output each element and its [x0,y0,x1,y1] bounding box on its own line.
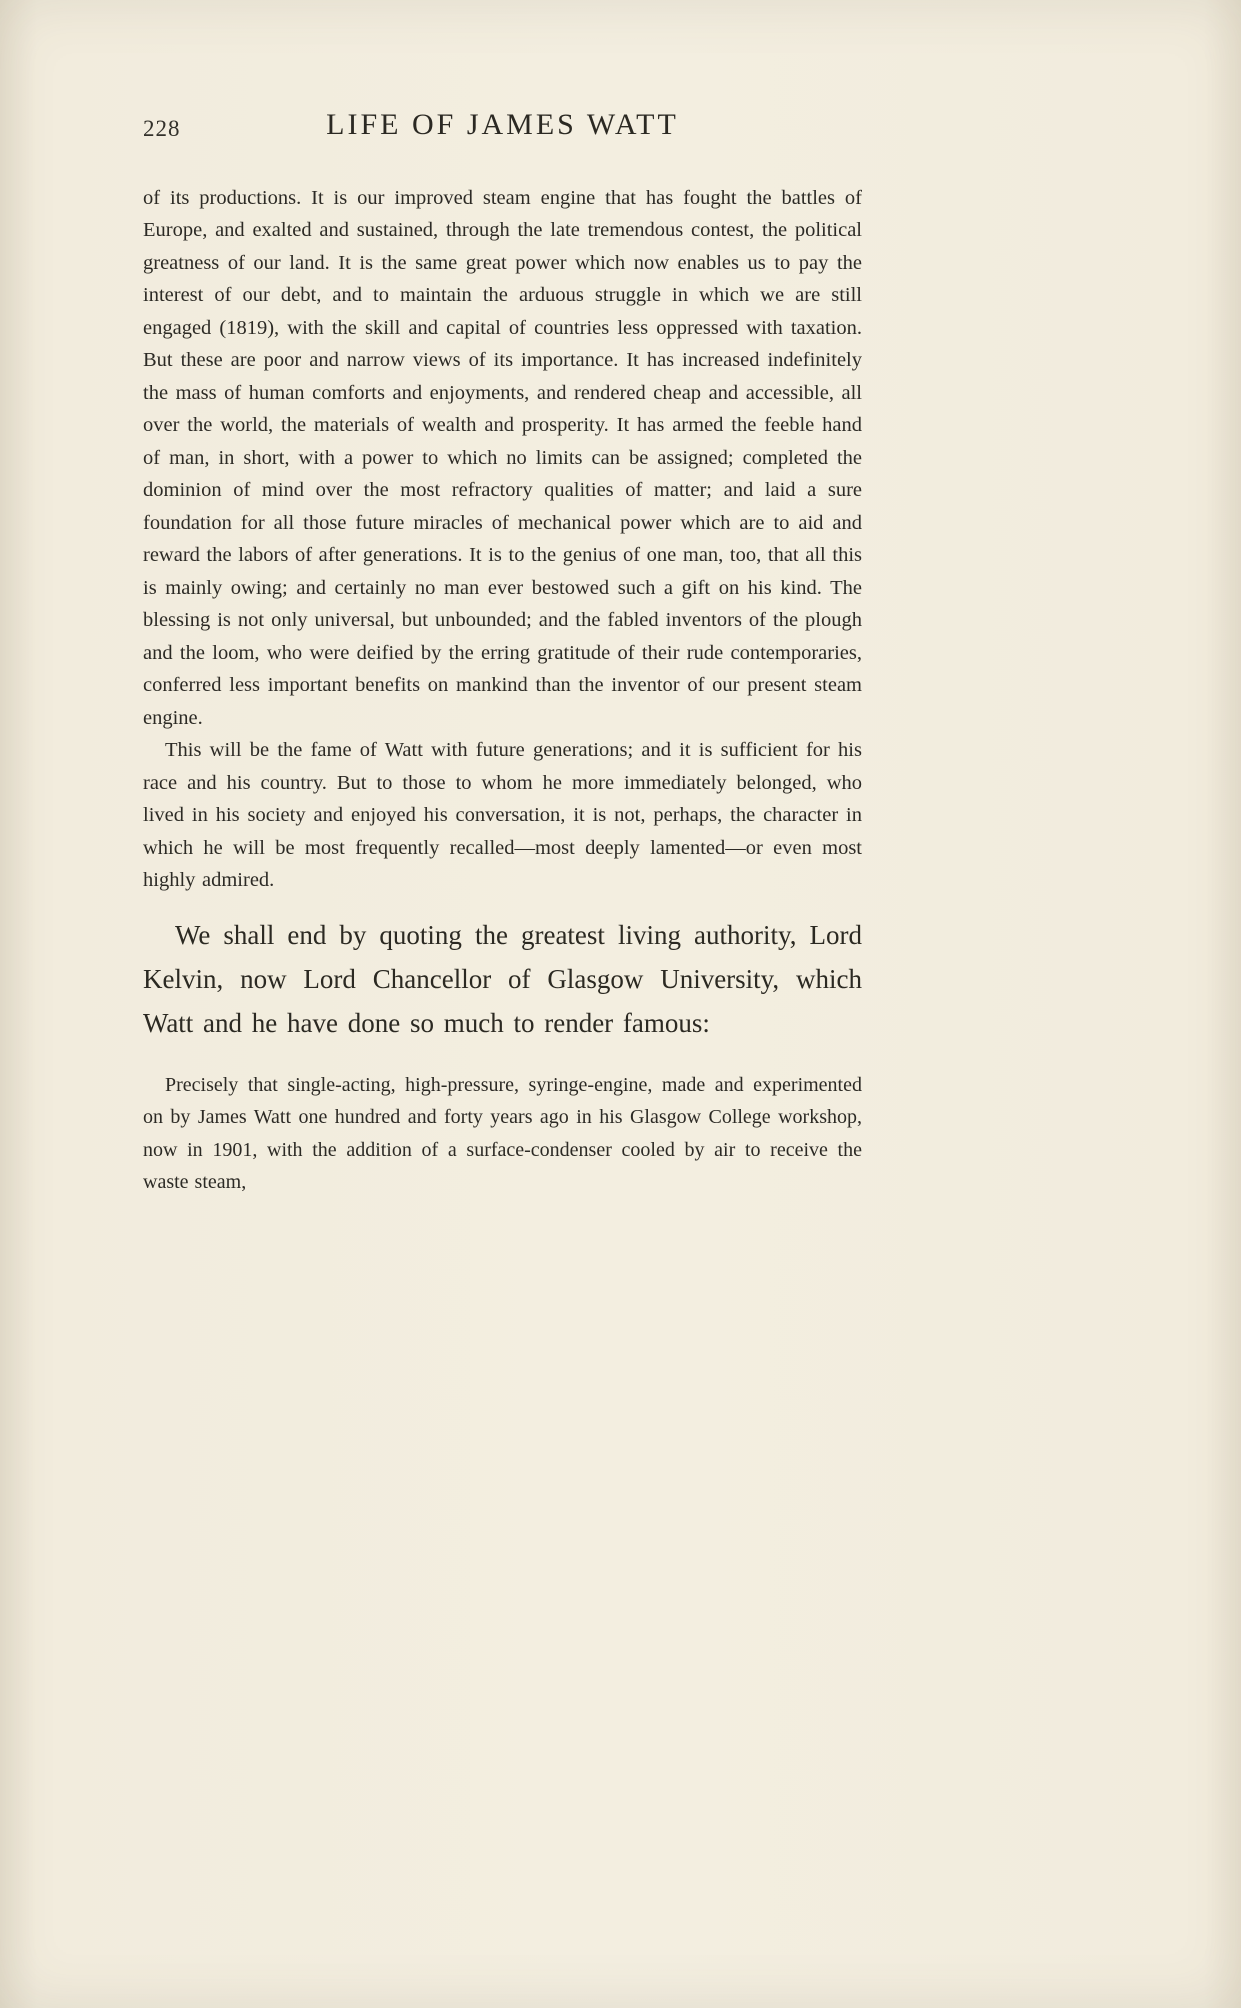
page-number: 228 [143,116,181,141]
paragraph-kelvin-intro: We shall end by quoting the greatest living authority, Lord Kelvin, now Lord Chancellor of Glasgow University, which Watt and he have done so much to render famous: [143,919,862,1038]
running-head [143,108,862,152]
paragraph-kelvin-quote: Precisely that single-acting, high-pressure, syringe-engine, made and experimented on by James Watt one hundred and forty years ago in his Glasgow College workshop, now in 1901, with the addition of a surface-condenser cooled by air to receive the waste steam, [143,1073,862,1194]
text-column [143,108,862,1199]
page-title: LIFE OF JAMES WATT [326,108,679,141]
paragraph-fame-of-watt: This will be the fame of Watt with future generations; and it is sufficient for his race and his country. But to those to whom he more immediately belonged, who lived in his society and enjoyed his conversation, it is not, perhaps, the character in which he will be most frequently recalled—most deeply lamented—or even most highly admired. [143,739,862,892]
paragraph-steam-engine: of its productions. It is our improved steam engine that has fought the battles of Europe, and exalted and sustained, through the late tremendous contest, the political greatness of our land. It is the same great power which now enables us to pay the interest of our debt, and to maintain the arduous struggle in which we are still engaged (1819), with the skill and capital of countries less oppressed with taxation. But these are poor and narrow views of its importance. It has increased indefinitely the mass of human comforts and enjoyments, and rendered cheap and accessible, all over the world, the materials of wealth and prosperity. It has armed the feeble hand of man, in short, with a power to which no limits can be assigned; completed the dominion of mind over the most refractory qualities of matter; and laid a sure foundation for all those future miracles of mechanical power which are to aid and reward the labors of after generations. It is to the genius of one man, too, that all this is mainly owing; and certainly no man ever bestowed such a gift on his kind. The blessing is not only universal, but unbounded; and the fabled inventors of the plough and the loom, who were deified by the erring gratitude of their rude contemporaries, conferred less important benefits on mankind than the inventor of our present steam engine. [143,187,862,729]
page-body [143,182,862,1199]
